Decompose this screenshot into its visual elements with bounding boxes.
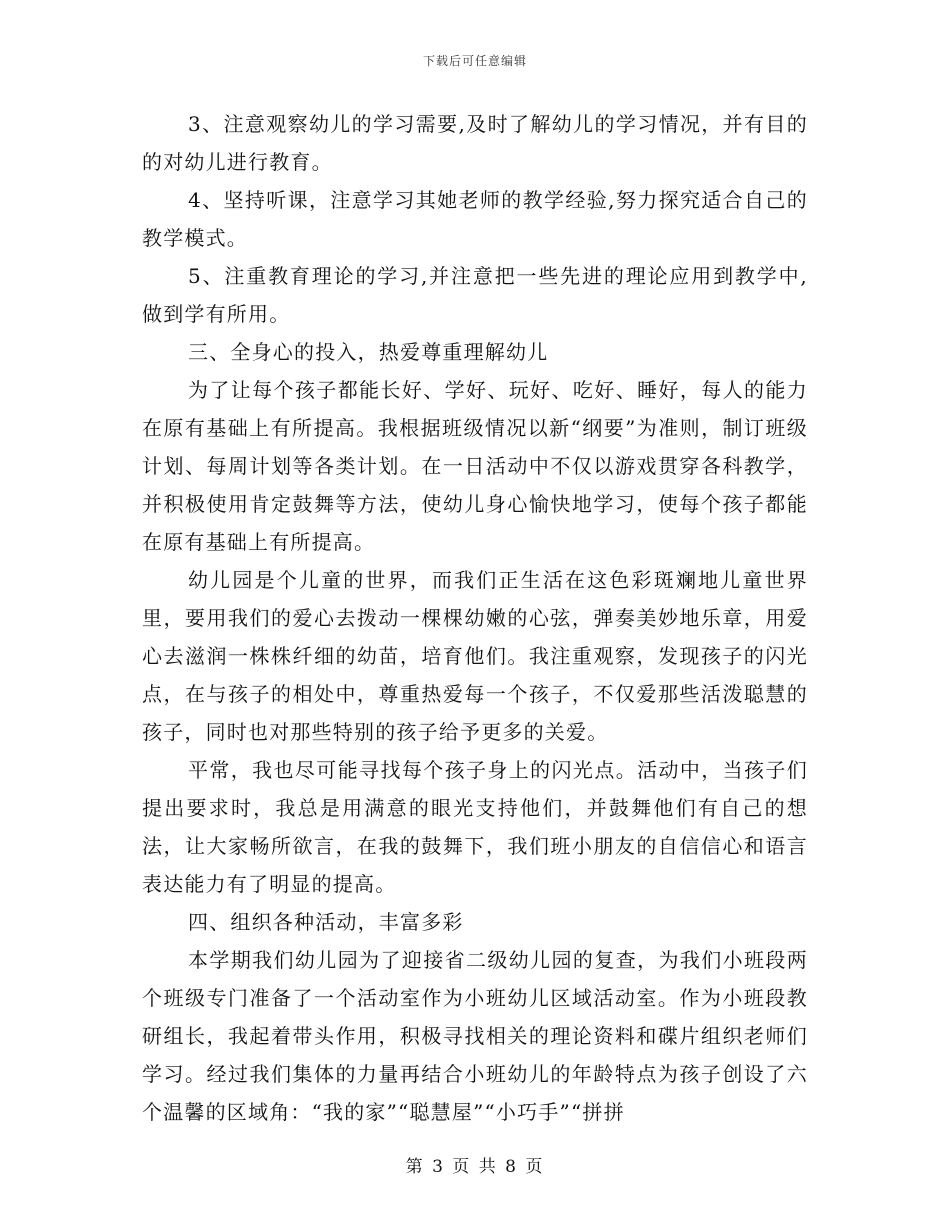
paragraph-highlights: 平常，我也尽可能寻找每个孩子身上的闪光点。活动中，当孩子们提出要求时，我总是用满意的眼光支持他们，并鼓舞他们有自己的想法，让大家畅所欲言，在我的鼓舞下，我们班小朋友的自信信心和语言表达能力有了明显的提高。 bbox=[142, 758, 808, 896]
paragraph-item-3: 3、注意观察幼儿的学习需要,及时了解幼儿的学习情况，并有目的的对幼儿进行教育。 bbox=[142, 112, 808, 174]
page-header: 下载后可任意编辑 bbox=[422, 54, 527, 68]
paragraph-item-4: 4、坚持听课，注意学习其她老师的教学经验,努力探究适合自己的教学模式。 bbox=[142, 188, 808, 250]
paragraph-growth: 为了让每个孩子都能长好、学好、玩好、吃好、睡好，每人的能力在原有基础上有所提高。我根据班级情况以新“纲要”为准则，制订班级计划、每周计划等各类计划。在一日活动中不仅以游戏贯穿各科教学，并积极使用肯定鼓舞等方法，使幼儿身心愉快地学习，使每个孩子都能在原有基础上有所提高。 bbox=[142, 378, 808, 554]
paragraph-item-5: 5、注重教育理论的学习,并注意把一些先进的理论应用到教学中,做到学有所用。 bbox=[142, 264, 808, 326]
section-heading-3: 三、全身心的投入，热爱尊重理解幼儿 bbox=[188, 340, 549, 364]
section-heading-4: 四、组织各种活动，丰富多彩 bbox=[188, 910, 464, 934]
paragraph-activity-room: 本学期我们幼儿园为了迎接省二级幼儿园的复查，为我们小班段两个班级专门准备了一个活动室作为小班幼儿区域活动室。作为小班段教研组长，我起着带头作用，积极寻找相关的理论资料和碟片组织老师们学习。经过我们集体的力量再结合小班幼儿的年龄特点为孩子创设了六个温馨的区域角：“我的家”“聪慧屋”“小巧手”“拼拼 bbox=[142, 948, 808, 1124]
document-body bbox=[142, 105, 808, 1131]
page-footer: 第 3 页 共 8 页 bbox=[405, 1157, 545, 1177]
paragraph-kindergarten-world: 幼儿园是个儿童的世界，而我们正生活在这色彩斑斓地儿童世界里，要用我们的爱心去拨动一棵棵幼嫩的心弦，弹奏美妙地乐章，用爱心去滋润一株株纤细的幼苗，培育他们。我注重观察，发现孩子的闪光点，在与孩子的相处中，尊重热爱每一个孩子，不仅爱那些活泼聪慧的孩子，同时也对那些特别的孩子给予更多的关爱。 bbox=[142, 568, 808, 744]
